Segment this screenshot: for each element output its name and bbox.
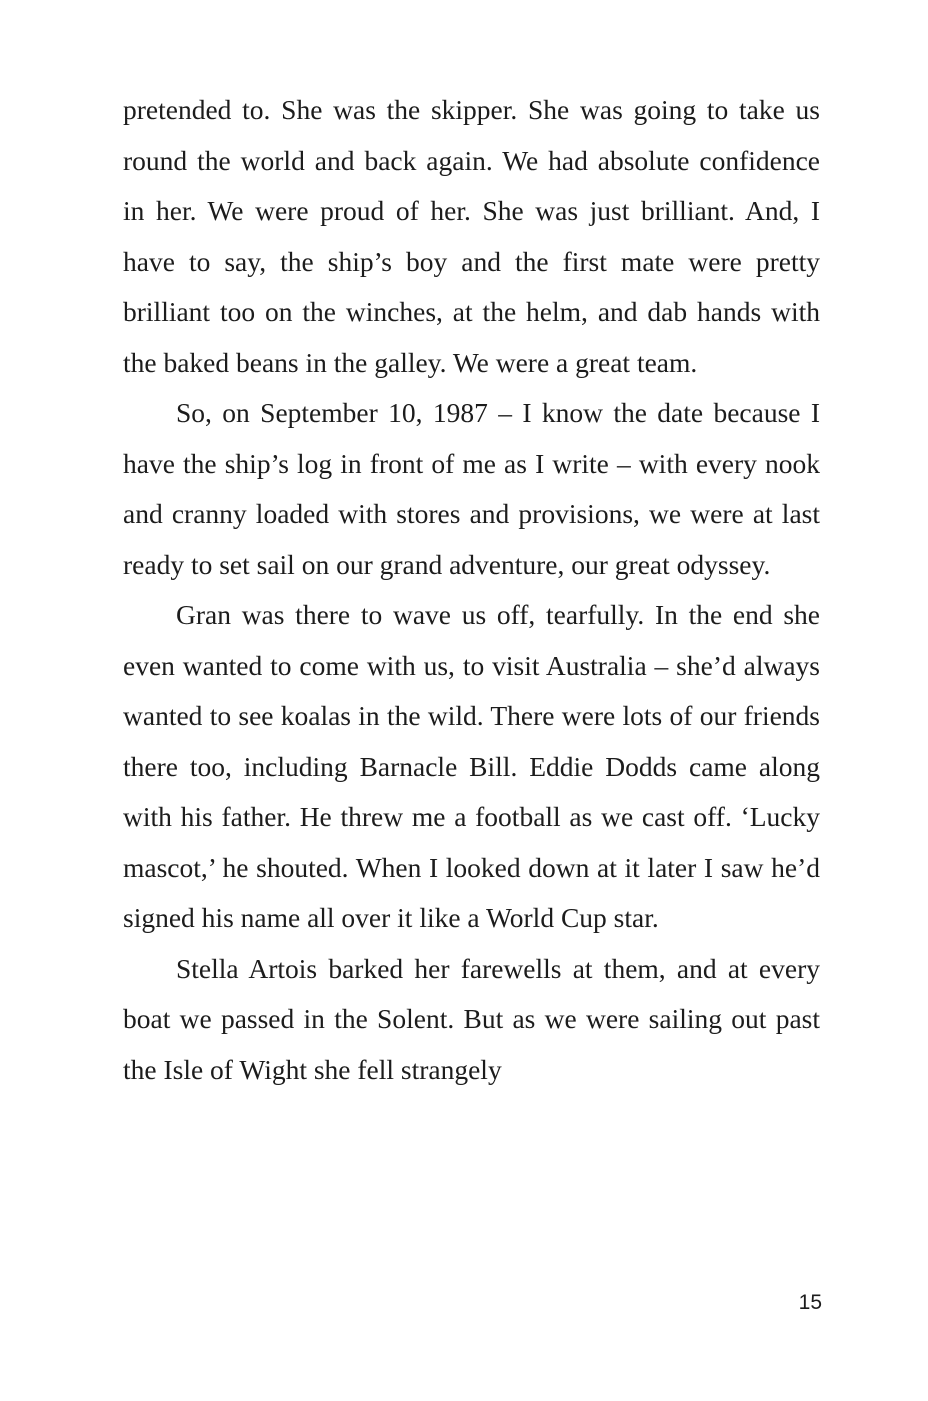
- paragraph-gran-farewell: Gran was there to wave us off, tearfully. In the end she even wanted to come with us, to visit Australia – she’d always wanted to see koalas in the wild. There were lots of our friends there too, including Barnacle Bill. Eddie Dodds came along with his father. He threw me a football as we cast off. ‘Lucky mascot,’ he shouted. When I looked down at it later I saw he’d signed his name all over it like a World Cup star.: [123, 599, 820, 933]
- body-text: [123, 85, 820, 1095]
- page-number: 15: [798, 1291, 822, 1314]
- paragraph-continuation: pretended to. She was the skipper. She was going to take us round the world and back again. We had absolute confidence in her. We were proud of her. She was just brilliant. And, I have to say, the ship’s boy and the first mate were pretty brilliant too on the winches, at the helm, and dab hands with the baked beans in the galley. We were a great team.: [123, 94, 820, 378]
- paragraph-set-sail: So, on September 10, 1987 – I know the date because I have the ship’s log in front of me as I write – with every nook and cranny loaded with stores and provisions, we were at last ready to set sail on our grand adventure, our great odyssey.: [123, 397, 820, 580]
- paragraph-stella-artois: Stella Artois barked her farewells at them, and at every boat we passed in the Solent. But as we were sailing out past the Isle of Wight she fell strangely: [123, 952, 820, 1085]
